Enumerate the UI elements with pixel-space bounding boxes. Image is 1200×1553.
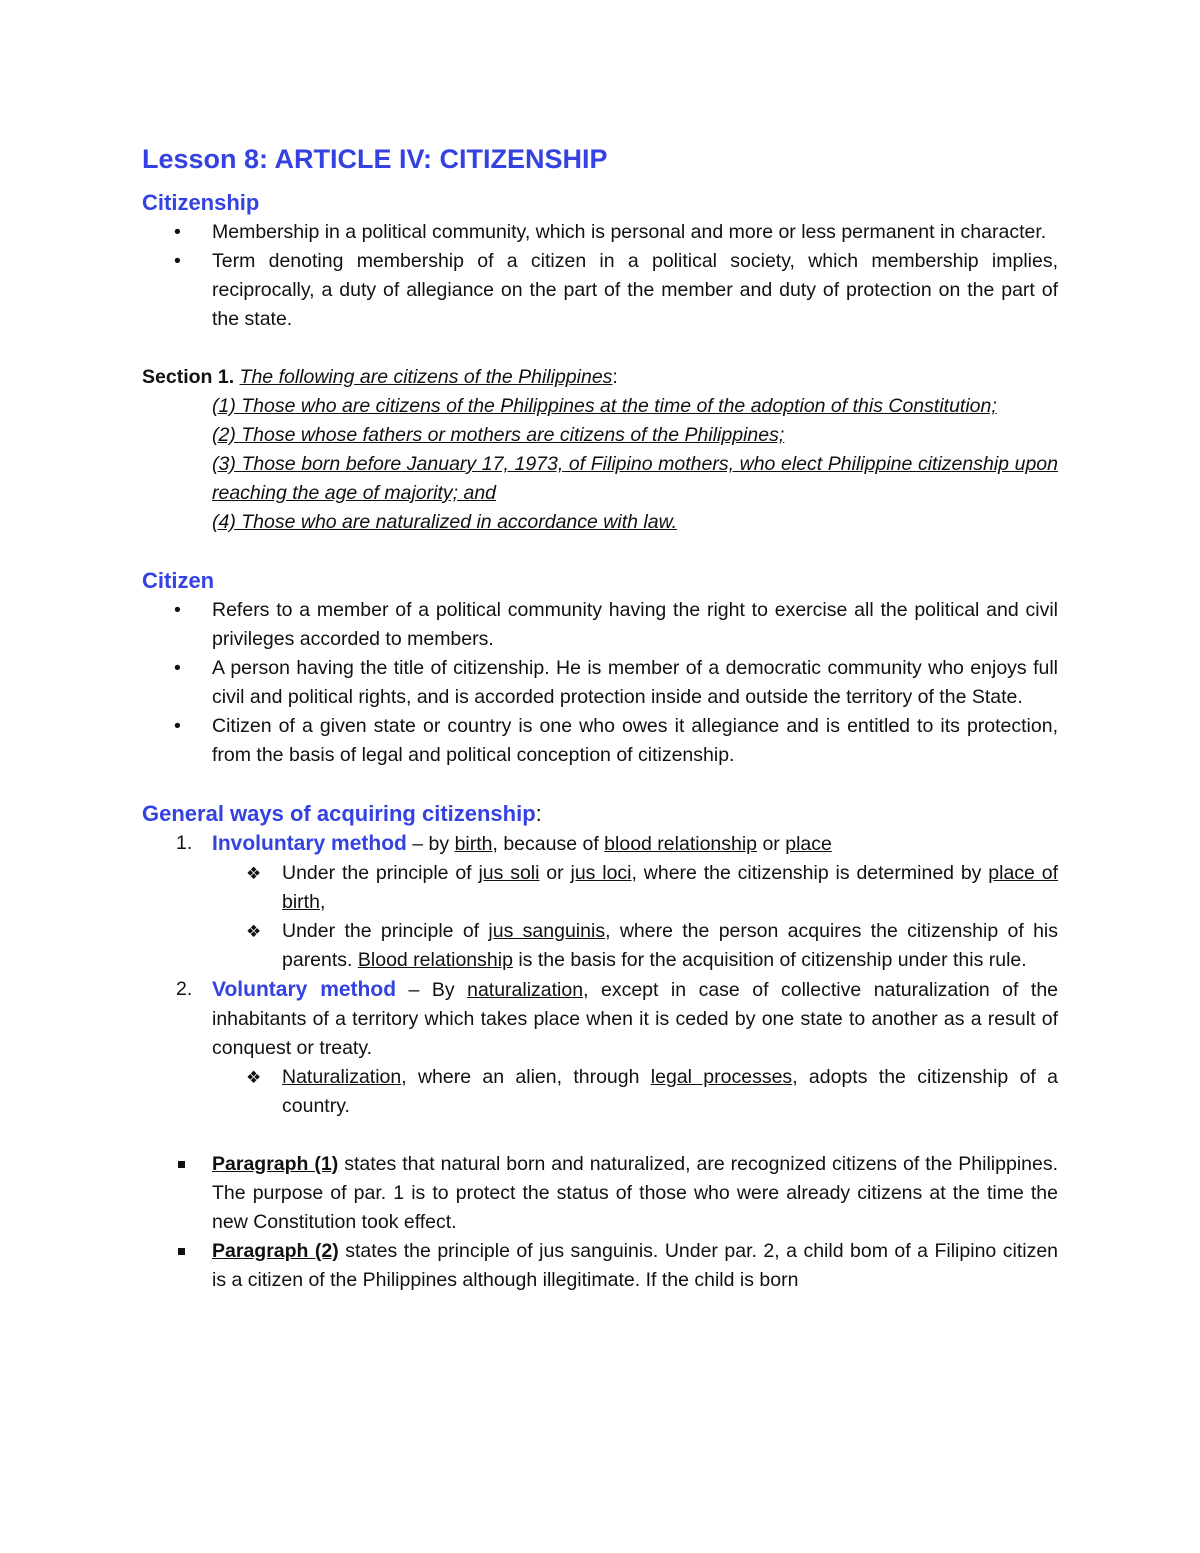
list-item: • A person having the title of citizenship. He is member of a democratic community who enjoys full civil and political rights, and is accorded protection inside and outside the territory of the State.: [142, 654, 1058, 712]
section-1: Section 1. The following are citizens of the Philippines:: [142, 366, 618, 388]
bullet-icon: •: [174, 657, 181, 679]
lesson-title: Lesson 8: ARTICLE IV: CITIZENSHIP: [142, 144, 608, 174]
diamond-star-icon: ❖: [246, 922, 262, 941]
section-1-clauses: [142, 392, 1058, 537]
bullet-icon: •: [174, 599, 181, 621]
citizenship-bullet-list: [142, 218, 1058, 334]
clause-2: (2) Those whose fathers or mothers are citizens of the Philippines;: [212, 424, 785, 446]
paragraph-notes-list: [142, 1150, 1058, 1295]
bullet-icon: •: [174, 250, 181, 272]
list-item: • Citizen of a given state or country is one who owes it allegiance and is entitled to its protection, from the basis of legal and political conception of citizenship.: [142, 712, 1058, 770]
list-item: • Membership in a political community, which is personal and more or less permanent in character.: [142, 218, 1058, 247]
clause-1: (1) Those who are citizens of the Philippines at the time of the adoption of this Constitution;: [212, 395, 997, 417]
list-item: ❖ Naturalization, where an alien, through legal processes, adopts the citizenship of a country.: [212, 1063, 1058, 1121]
clause-3: (3) Those born before January 17, 1973, of Filipino mothers, who elect Philippine citizenship upon reaching the age of majority; and: [212, 453, 1058, 504]
diamond-star-icon: ❖: [246, 1068, 262, 1087]
citizen-bullet-list: [142, 596, 1058, 770]
methods-list-2: [142, 975, 1058, 1063]
involuntary-sub-list: [142, 859, 1058, 975]
citizen-heading: Citizen: [142, 568, 215, 593]
bullet-icon: •: [174, 221, 181, 243]
square-bullet-icon: [178, 1248, 185, 1255]
list-item: Paragraph (1) states that natural born and naturalized, are recognized citizens of the Philippines. The purpose of par. 1 is to protect the status of those who were already citizens at the time the new Constitution took effect.: [142, 1150, 1058, 1237]
section-intro: The following are citizens of the Philippines: [239, 366, 613, 388]
method-name: Involuntary method: [212, 832, 407, 855]
method-voluntary: 2. Voluntary method – By naturalization, except in case of collective naturalization of the inhabitants of a territory which takes place when it is ceded by one state to another as a result of conquest or treaty.: [176, 978, 1059, 1059]
list-item: • Term denoting membership of a citizen in a political society, which membership implies, reciprocally, a duty of allegiance on the part of the member and duty of protection on the part of the state.: [142, 247, 1058, 334]
list-item: ❖ Under the principle of jus sanguinis, where the person acquires the citizenship of his parents. Blood relationship is the basis for the acquisition of citizenship under this rule.: [212, 917, 1058, 975]
method-involuntary: 1. Involuntary method – by birth, because of blood relationship or place: [176, 832, 832, 855]
bullet-icon: •: [174, 715, 181, 737]
list-item: ❖ Under the principle of jus soli or jus loci, where the citizenship is determined by place of birth,: [212, 859, 1058, 917]
section-label: Section 1.: [142, 366, 235, 388]
list-item: • Refers to a member of a political community having the right to exercise all the political and civil privileges accorded to members.: [142, 596, 1058, 654]
diamond-star-icon: ❖: [246, 864, 262, 883]
method-name: Voluntary method: [212, 978, 397, 1001]
voluntary-sub-list: [142, 1063, 1058, 1121]
square-bullet-icon: [178, 1161, 185, 1168]
citizenship-heading: Citizenship: [142, 190, 260, 215]
ways-heading: General ways of acquiring citizenship:: [142, 801, 542, 826]
methods-list: [142, 829, 1058, 859]
clause-4: (4) Those who are naturalized in accordance with law.: [212, 511, 677, 533]
list-item: Paragraph (2) states the principle of jus sanguinis. Under par. 2, a child bom of a Filipino citizen is a citizen of the Philippines although illegitimate. If the child is born: [142, 1237, 1058, 1295]
